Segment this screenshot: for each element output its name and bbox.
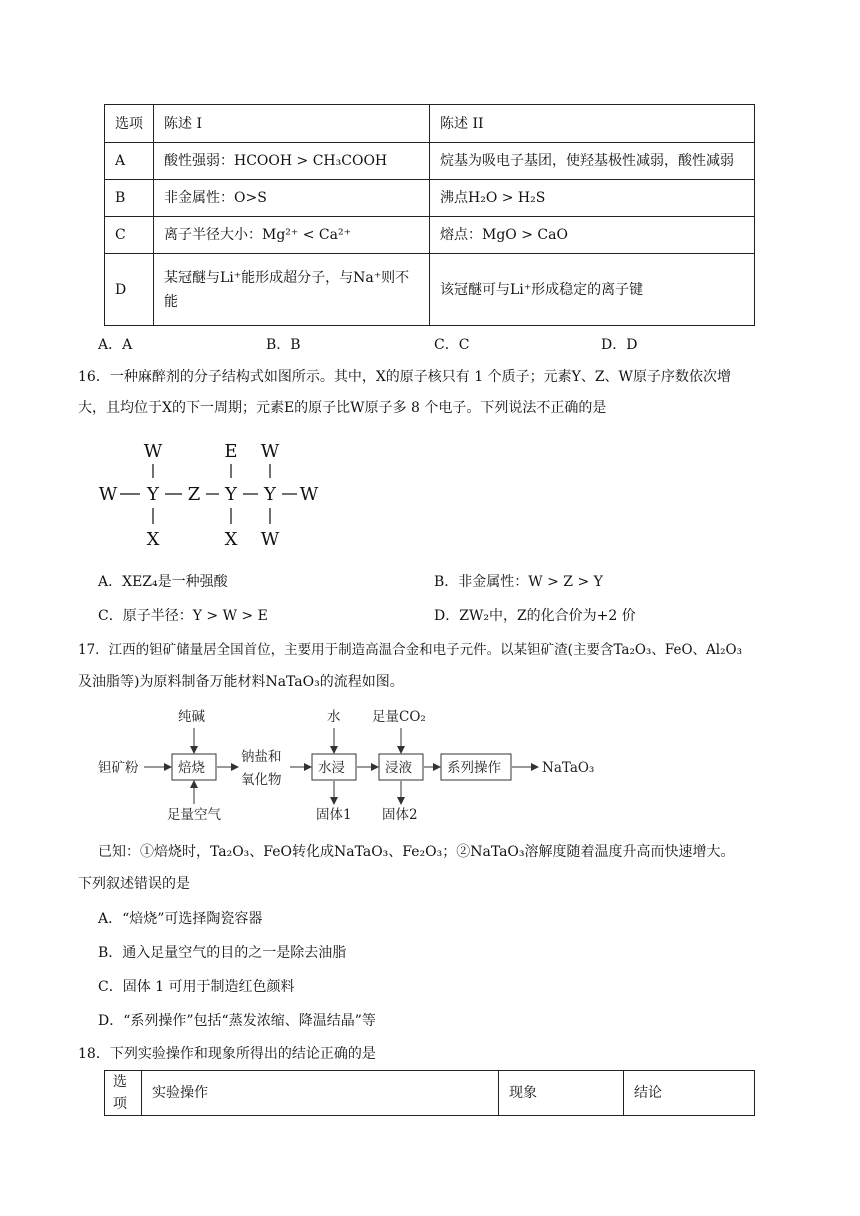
- table-header-phenomenon: 现象: [499, 1071, 624, 1116]
- q15-option-b: B．B: [266, 337, 301, 353]
- atom-w-top-2: W: [260, 441, 280, 462]
- row-option: A: [105, 143, 154, 180]
- atom-w-top-1: W: [143, 441, 163, 462]
- experiment-table: [104, 1070, 755, 1116]
- q17-option-a: A．“焙烧”可选择陶瓷容器: [98, 911, 263, 927]
- q17-option-c: C．固体 1 可用于制造红色颜料: [98, 979, 295, 995]
- flow-intermediate-line-2: 氧化物: [241, 772, 282, 788]
- q16-stem-line-2: 大，且均位于X的下一周期；元素E的原子比W原子多 8 个电子。下列说法不正确的是: [78, 400, 607, 416]
- q15-option-d: D．D: [601, 337, 638, 353]
- flow-box-water-leach-label: 水浸: [318, 760, 345, 776]
- table-row: [105, 143, 755, 180]
- q15-option-c: C．C: [434, 337, 470, 353]
- q16-option-c: C．原子半径：Y > W > E: [98, 608, 268, 624]
- table-row: [105, 180, 755, 217]
- row-statement-1: 离子半径大小：Mg²⁺ < Ca²⁺: [154, 217, 430, 254]
- flow-output-solid-2: 固体2: [382, 807, 418, 823]
- q17-question: 下列叙述错误的是: [78, 876, 190, 892]
- row-statement-2: 烷基为吸电子基团，使羟基极性减弱，酸性减弱: [430, 143, 755, 180]
- atom-w-left: W: [98, 484, 118, 505]
- q17-option-b: B．通入足量空气的目的之一是除去油脂: [98, 945, 347, 961]
- flow-box-series-operation-label: 系列操作: [447, 760, 501, 776]
- atom-y-3: Y: [264, 484, 276, 505]
- row-option: C: [105, 217, 154, 254]
- table-header-operation: 实验操作: [142, 1071, 499, 1116]
- q17-option-d: D．“系列操作”包括“蒸发浓缩、降温结晶”等: [98, 1013, 376, 1029]
- molecular-structure-diagram: [90, 436, 330, 554]
- q16-option-a: A．XEZ₄是一种强酸: [98, 574, 228, 590]
- q16-option-d: D．ZW₂中，Z的化合价为+2 价: [434, 608, 636, 624]
- row-statement-1: 非金属性：O>S: [154, 180, 430, 217]
- table-header-conclusion: 结论: [624, 1071, 755, 1116]
- process-flow-diagram: [94, 704, 634, 828]
- row-option: D: [105, 254, 154, 326]
- flow-input-air: 足量空气: [167, 807, 221, 823]
- flow-box-leachate-label: 浸液: [385, 760, 412, 776]
- table-header-option: 选项: [105, 105, 154, 143]
- q17-stem-line-2: 及油脂等)为原料制备万能材料NaTaO₃的流程如图。: [78, 674, 404, 690]
- row-statement-1-line-1: 某冠醚与Li⁺能形成超分子，与Na⁺则不: [164, 269, 410, 286]
- flow-box-roast-label: 焙烧: [178, 760, 205, 776]
- q16-stem-line-1: 16．一种麻醉剂的分子结构式如图所示。其中，X的原子核只有 1 个质子；元素Y、Z、W原子序数依次增: [78, 369, 731, 385]
- row-statement-2: 沸点H₂O > H₂S: [430, 180, 755, 217]
- atom-z: Z: [187, 484, 201, 505]
- row-statement-2: 熔点：MgO > CaO: [430, 217, 755, 254]
- q17-stem-line-1: 17．江西的钽矿储量居全国首位，主要用于制造高温合金和电子元件。以某钽矿渣(主要含Ta₂O₃、FeO、Al₂O₃: [78, 642, 742, 658]
- table-header-option: 选项: [105, 1071, 142, 1116]
- flow-input-co2: 足量CO₂: [372, 709, 426, 725]
- flow-input-soda: 纯碱: [178, 709, 205, 725]
- q17-known-conditions: 已知：①焙烧时，Ta₂O₃、FeO转化成NaTaO₃、Fe₂O₃；②NaTaO₃溶解度随着温度升高而快速增大。: [98, 844, 735, 860]
- row-option: B: [105, 180, 154, 217]
- atom-x-bottom-1: X: [146, 529, 160, 550]
- q18-stem: 18．下列实验操作和现象所得出的结论正确的是: [78, 1046, 376, 1062]
- flow-output-solid-1: 固体1: [316, 807, 352, 823]
- atom-y-1: Y: [147, 484, 159, 505]
- atom-e-top: E: [224, 441, 238, 462]
- table-row: [105, 217, 755, 254]
- row-statement-1: 酸性强弱：HCOOH > CH₃COOH: [154, 143, 430, 180]
- table-header-statement-1: 陈述 I: [154, 105, 430, 143]
- table-row: [105, 254, 755, 326]
- statement-table: [104, 104, 755, 326]
- flow-input-water: 水: [327, 709, 341, 725]
- atom-x-bottom-2: X: [224, 529, 238, 550]
- row-statement-1-line-2: 能: [164, 293, 178, 310]
- q16-option-b: B．非金属性：W > Z > Y: [434, 574, 603, 590]
- atom-y-2: Y: [225, 484, 237, 505]
- row-statement-1: [154, 254, 430, 326]
- row-statement-2: 该冠醚可与Li⁺形成稳定的离子键: [430, 254, 755, 326]
- atom-w-right: W: [299, 484, 319, 505]
- q15-option-a: A．A: [98, 337, 133, 353]
- table-header-statement-2: 陈述 II: [430, 105, 755, 143]
- flow-product-label: NaTaO₃: [542, 760, 595, 776]
- flow-start-label: 钽矿粉: [98, 760, 139, 776]
- atom-w-bottom: W: [260, 529, 280, 550]
- flow-intermediate-line-1: 钠盐和: [241, 749, 282, 765]
